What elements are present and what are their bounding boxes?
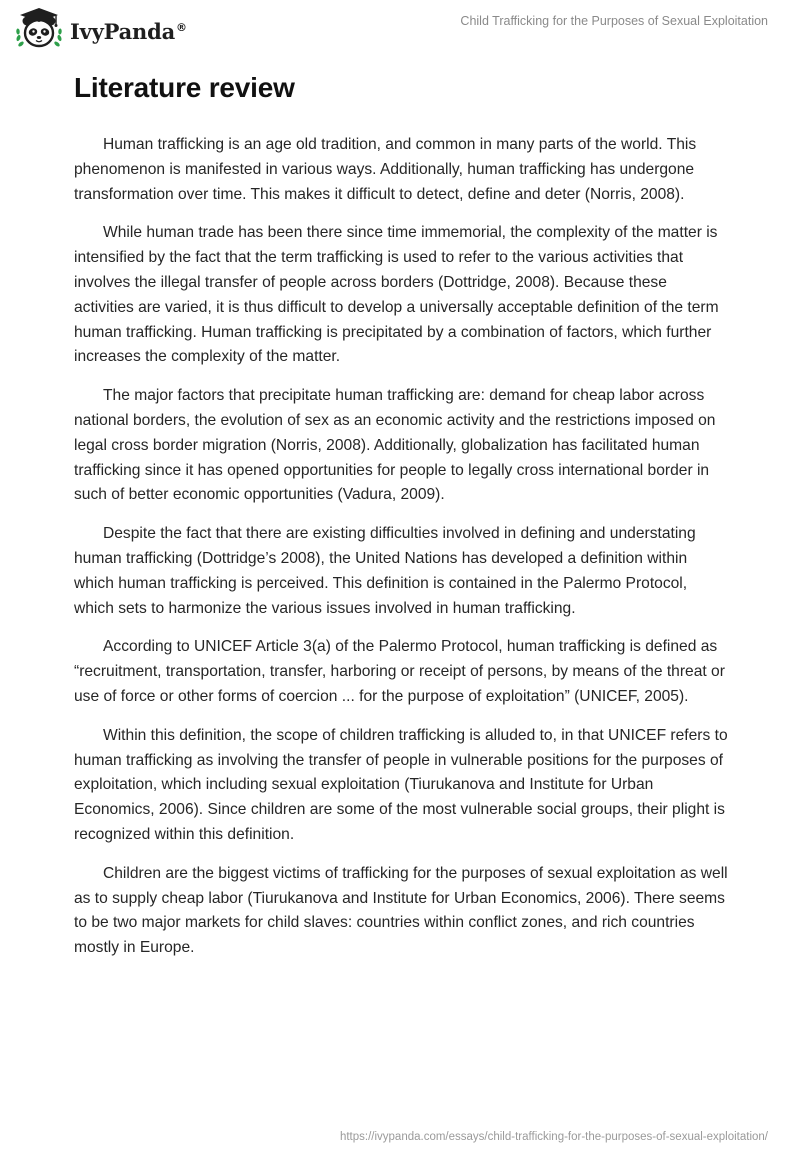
paragraph: Children are the biggest victims of trafficking for the purposes of sexual exploitation as well as to supply cheap labor (Tiurukanova and Institute for Urban Economics, 2006). There seems to be two major markets for child slaves: countries within conflict zones, and rich countries mostly in Europe. [74,864,728,957]
registered-mark: ® [176,20,187,34]
paragraph: Human trafficking is an age old tradition, and common in many parts of the world. This phenomenon is manifested in various ways. Additionally, human trafficking has undergone transformation over time. This makes it difficult to detect, define and deter (Norris, 2008). [74,136,697,203]
paragraph: According to UNICEF Article 3(a) of the Palermo Protocol, human trafficking is defined as “recruitment, transportation, transfer, harboring or receipt of persons, by means of the threat or use of force or other forms of coercion ... for the purpose of exploitation” (UNICEF, 2005). [74,638,725,705]
paragraph: While human trade has been there since time immemorial, the complexity of the matter is intensified by the fact that the term trafficking is used to refer to the various activities that involves the illegal transfer of people across borders (Dottridge, 2008). Because these activities are varied, it is thus difficult to develop a universally acceptable definition of the term human trafficking. Human trafficking is precipitated by a combination of factors, which further increases the complexity of the matter. [74,224,719,366]
page-header [0,0,800,60]
section-heading: Literature review [74,72,295,103]
paragraph: Despite the fact that there are existing difficulties involved in defining and understating human trafficking (Dottridge’s 2008), the United Nations has developed a definition within which human trafficking is perceived. This definition is contained in the Palermo Protocol, which sets to harmonize the various issues involved in human trafficking. [74,525,696,617]
ivypanda-logo-link[interactable] [14,8,187,54]
panda-graduate-logo-icon [14,6,64,57]
paragraph: The major factors that precipitate human trafficking are: demand for cheap labor across national borders, the evolution of sex as an economic activity and the restrictions imposed on legal cross border migration (Norris, 2008). Additionally, globalization has facilitated human trafficking since it has opened opportunities for people to legally cross international border in such of better economic opportunities (Vadura, 2009). [74,387,716,504]
article-body [74,133,730,975]
paragraph: Within this definition, the scope of children trafficking is alluded to, in that UNICEF refers to human trafficking as involving the transfer of people in vulnerable positions for the purposes of exploitation, which including sexual exploitation (Tiurukanova and Institute for Urban Economics, 2006). Since children are some of the most vulnerable social groups, their plight is recognized within this definition. [74,726,728,843]
brand-name: IvyPanda® [70,18,187,44]
document-title: Child Trafficking for the Purposes of Sexual Exploitation [460,14,768,28]
source-url-link[interactable]: https://ivypanda.com/essays/child-trafficking-for-the-purposes-of-sexual-exploitation/ [339,1131,768,1143]
